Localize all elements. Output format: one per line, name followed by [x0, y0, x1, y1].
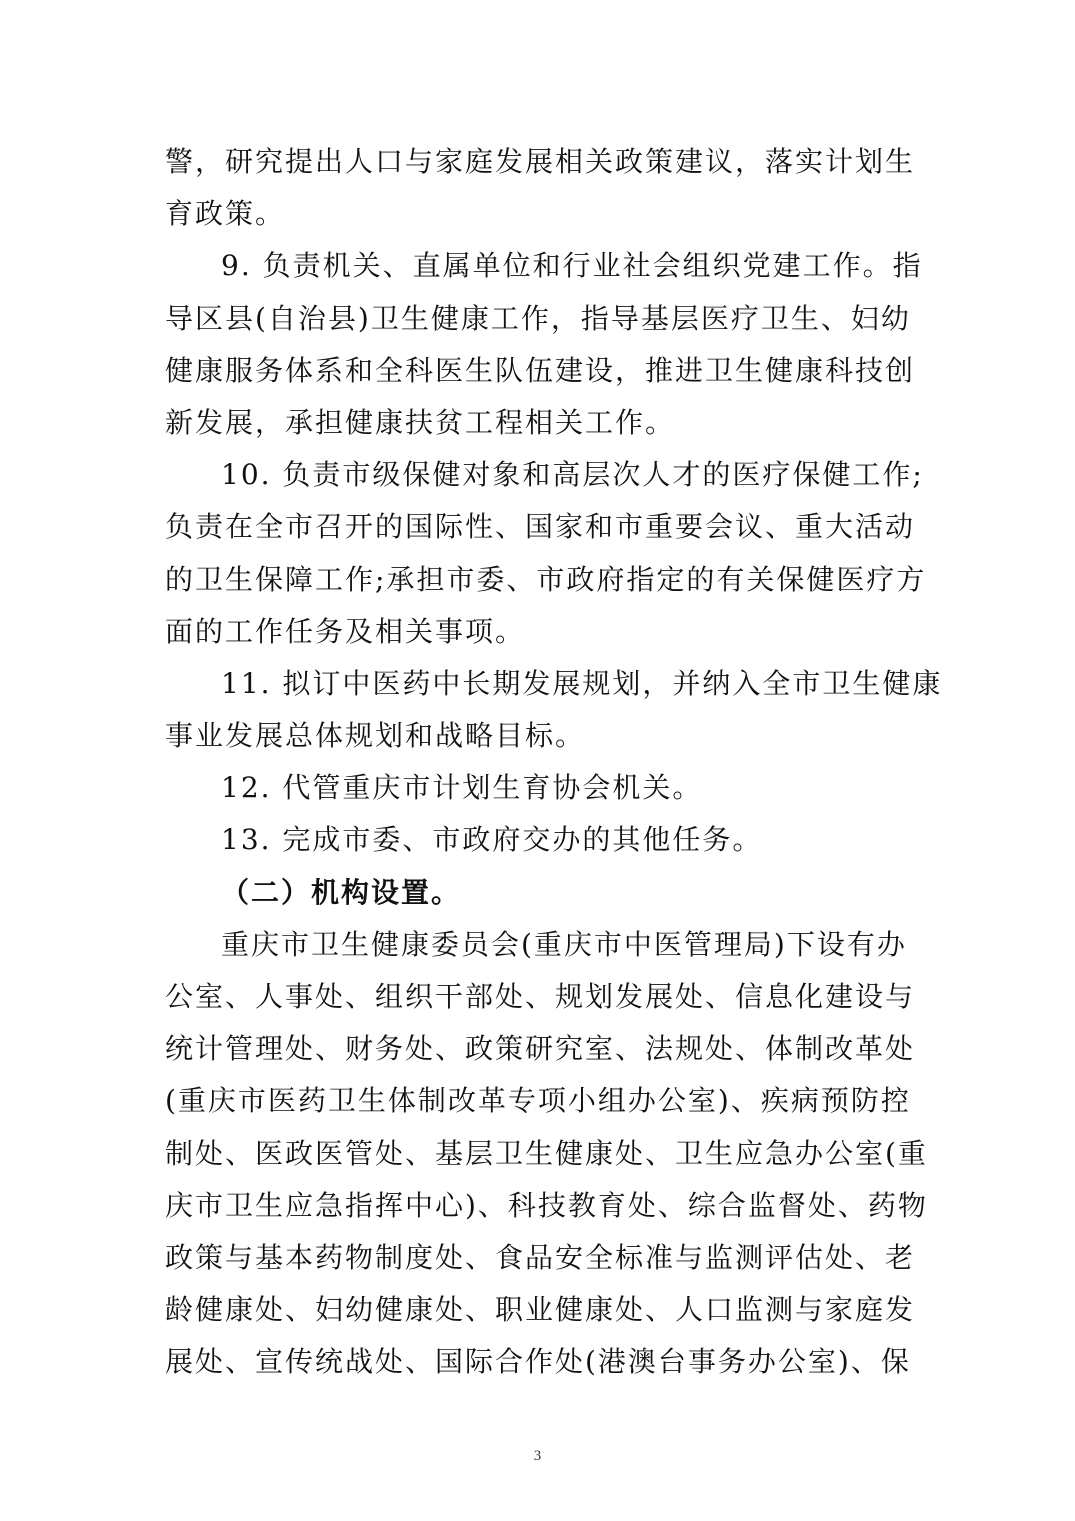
text-line: 龄健康处、妇幼健康处、职业健康处、人口监测与家庭发: [165, 1293, 916, 1327]
text-line: 新发展，承担健康扶贫工程相关工作。: [165, 405, 676, 439]
text-line: 警，研究提出人口与家庭发展相关政策建议，落实计划生: [165, 145, 916, 178]
text-line: 10. 负责市级保健对象和高层次人才的医疗保健工作;: [221, 458, 924, 492]
text-line: 统计管理处、财务处、政策研究室、法规处、体制改革处: [165, 1032, 916, 1066]
page-number: 3: [533, 1448, 542, 1464]
text-line: 12. 代管重庆市计划生育协会机关。: [221, 771, 703, 805]
text-line: 事业发展总体规划和战略目标。: [165, 719, 586, 753]
text-line: 健康服务体系和全科医生队伍建设，推进卫生健康科技创: [165, 353, 916, 387]
text-line: 政策与基本药物制度处、食品安全标准与监测评估处、老: [165, 1240, 916, 1274]
text-line: 13. 完成市委、市政府交办的其他任务。: [221, 823, 763, 857]
text-line: (重庆市医药卫生体制改革专项小组办公室)、疾病预防控: [165, 1084, 911, 1118]
text-line: 重庆市卫生健康委员会(重庆市中医管理局)下设有办: [221, 927, 907, 961]
section-heading: （二）机构设置。: [221, 875, 462, 909]
text-line: 负责在全市召开的国际性、国家和市重要会议、重大活动: [165, 510, 916, 544]
text-line: 展处、宣传统战处、国际合作处(港澳台事务办公室)、保: [165, 1345, 911, 1379]
body-text: [165, 136, 943, 1389]
text-line: 面的工作任务及相关事项。: [165, 614, 526, 648]
text-line: 导区县(自治县)卫生健康工作，指导基层医疗卫生、妇幼: [165, 301, 911, 335]
text-line: 的卫生保障工作;承担市委、市政府指定的有关保健医疗方: [165, 562, 927, 596]
text-line: 育政策。: [165, 197, 286, 231]
text-line: 公室、人事处、组织干部处、规划发展处、信息化建设与: [165, 980, 916, 1013]
text-line: 制处、医政医管处、基层卫生健康处、卫生应急办公室(重: [165, 1136, 928, 1170]
text-line: 11. 拟订中医药中长期发展规划，并纳入全市卫生健康: [221, 666, 943, 700]
text-line: 庆市卫生应急指挥中心)、科技教育处、综合监督处、药物: [165, 1188, 928, 1222]
text-line: 9. 负责机关、直属单位和行业社会组织党建工作。指: [221, 249, 923, 283]
